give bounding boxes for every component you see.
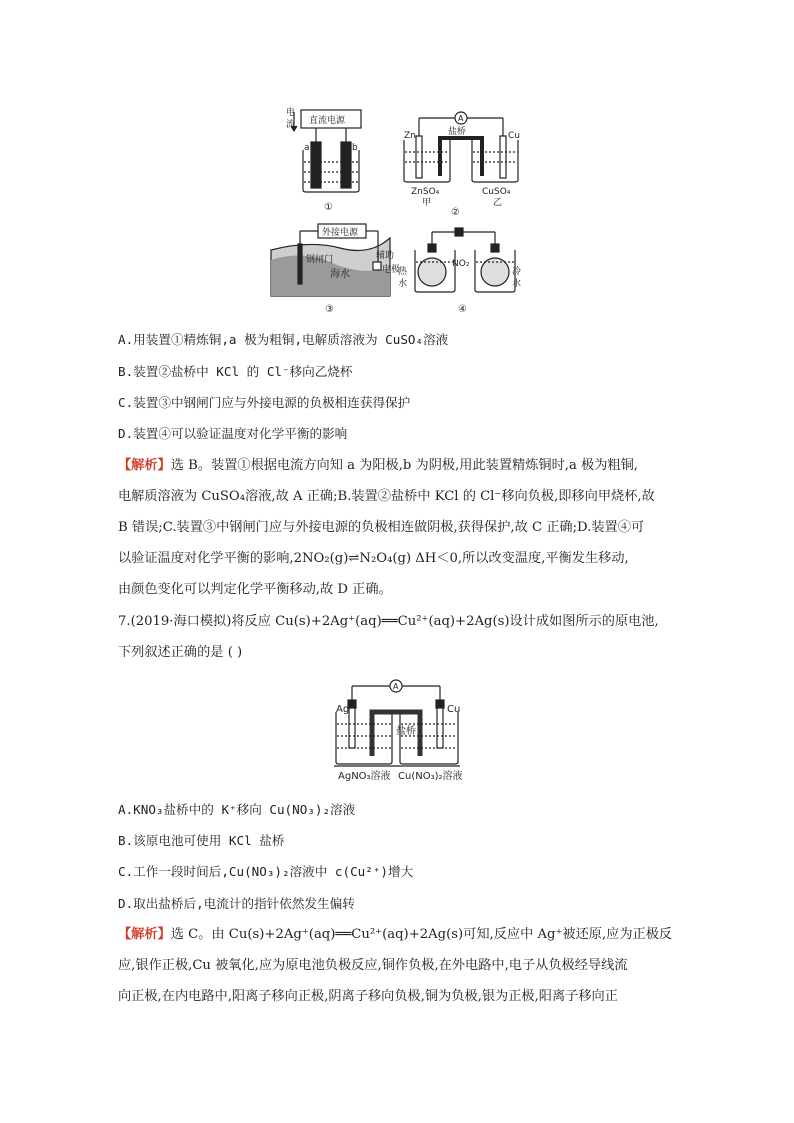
fig7-label-cu: Cu: [447, 704, 461, 715]
label-num1: ①: [324, 202, 333, 213]
q6-analysis-line-4: 以验证温度对化学平衡的影响,2NO₂(g)⇌N₂O₄(g) ΔH＜0,所以改变温度,平衡发生移动,: [118, 551, 629, 566]
label-num4: ④: [458, 304, 467, 315]
fig7-label-ag: Ag: [336, 704, 350, 715]
label-power: 直流电源: [309, 116, 346, 126]
label-no2: NO₂: [452, 259, 470, 269]
q7-option-d: D.取出盐桥后,电流计的指针依然发生偏转: [118, 896, 355, 911]
q6-analysis-line-3: B 错误;C.装置③中钢闸门应与外接电源的负极相连做阴极,获得保护,故 C 正确;D.装置④可: [118, 520, 645, 535]
label-A-meter: A: [458, 114, 464, 123]
label-current2: 流: [286, 120, 296, 130]
galvanic-cell-figure: [0, 670, 794, 790]
q7-option-c: C.工作一段时间后,Cu(NO₃)₂溶液中 c(Cu²⁺)增大: [118, 864, 414, 879]
label-yi: 乙: [493, 198, 503, 208]
q6-analysis-line-1: [118, 457, 638, 475]
label-aux2: 电极: [382, 265, 401, 275]
label-zn: Zn: [404, 131, 416, 141]
q7-stem-line-1: 7.(2019·海口模拟)将反应 Cu(s)+2Ag⁺(aq)══Cu²⁺(aq)+2Ag(s)设计成如图所示的原电池,: [118, 614, 659, 629]
label-num2: ②: [451, 207, 460, 218]
q7-analysis-text-1: 选 C。由 Cu(s)+2Ag⁺(aq)══Cu²⁺(aq)+2Ag(s)可知,反应中 Ag⁺被还原,应为正极反: [170, 927, 673, 942]
q6-option-d: D.装置④可以验证温度对化学平衡的影响: [118, 426, 348, 441]
q7-analysis-line-2: 应,银作正极,Cu 被氧化,应为原电池负极反应,铜作负极,在外电路中,电子从负极经导线流: [118, 958, 628, 973]
label-a: a: [304, 143, 310, 153]
q6-option-b: B.装置②盐桥中 KCl 的 Cl⁻移向乙烧杯: [118, 364, 353, 379]
label-aux: 辅助: [376, 251, 395, 261]
label-znso4: ZnSO₄: [411, 187, 440, 197]
fig7-label-agno3: AgNO₃溶液: [338, 771, 391, 782]
label-current: 电: [286, 108, 296, 118]
q6-option-a: A.用装置①精炼铜,a 极为粗铜,电解质溶液为 CuSO₄溶液: [118, 332, 449, 347]
label-hot2: 水: [398, 279, 408, 289]
q6-analysis-text-1: 选 B。装置①根据电流方向知 a 为阳极,b 为阴极,用此装置精炼铜时,a 极为粗铜,: [170, 458, 638, 473]
q7-analysis-line-3: 向正极,在内电路中,阳离子移向正极,阴离子移向负极,铜为负极,银为正极,阳离子移向正: [118, 989, 618, 1004]
label-gate: 钢闸门: [306, 255, 334, 265]
label-sea: 海水: [330, 269, 350, 280]
q6-analysis-tag: 【解析】: [118, 458, 171, 473]
fig7-label-A: A: [393, 682, 399, 691]
label-b: b: [352, 143, 358, 153]
q7-stem-line-2: 下列叙述正确的是 ( ): [118, 645, 243, 660]
label-ext-power: 外接电源: [322, 228, 359, 238]
label-num3: ③: [325, 304, 334, 315]
q7-analysis-tag: 【解析】: [118, 927, 171, 942]
label-jia: 甲: [422, 198, 432, 208]
q7-option-a: A.KNO₃盐桥中的 K⁺移向 Cu(NO₃)₂溶液: [118, 802, 356, 817]
q6-option-c: C.装置③中钢闸门应与外接电源的负极相连获得保护: [118, 395, 411, 410]
q7-option-b: B.该原电池可使用 KCl 盐桥: [118, 833, 285, 848]
fig7-label-cuno3: Cu(NO₃)₂溶液: [398, 771, 463, 782]
q6-analysis-line-2: 电解质溶液为 CuSO₄溶液,故 A 正确;B.装置②盐桥中 KCl 的 Cl⁻移向负极,即移向甲烧杯,故: [118, 489, 655, 504]
label-cold2: 水: [512, 279, 522, 289]
q7-analysis-line-1: [118, 926, 672, 944]
label-saltbridge: 盐桥: [448, 127, 467, 137]
fig7-label-bridge: 盐桥: [396, 726, 416, 737]
label-cold: 冷: [512, 267, 522, 277]
q6-analysis-line-5: 由颜色变化可以判定化学平衡移动,故 D 正确。: [118, 582, 392, 597]
label-hot: 热: [398, 267, 408, 277]
label-cuso4: CuSO₄: [482, 187, 511, 197]
apparatus-figure-1: [0, 0, 794, 330]
label-cu: Cu: [508, 131, 520, 141]
